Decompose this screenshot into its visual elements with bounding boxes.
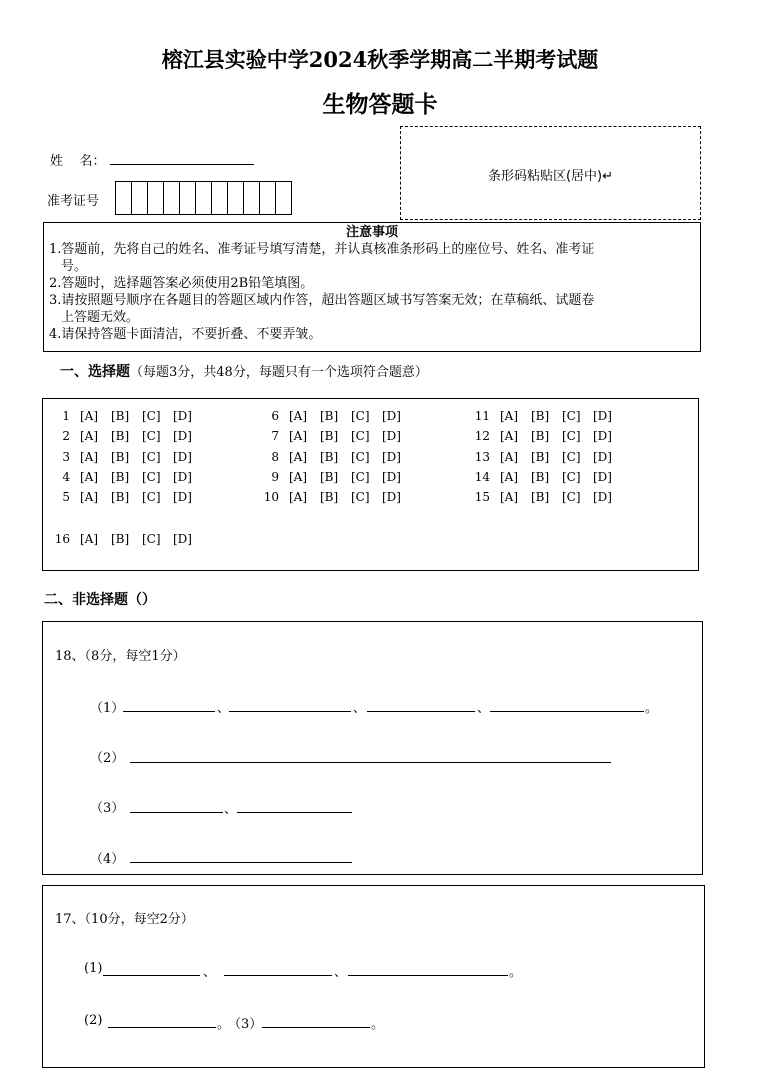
section1-note: （每题3分，共48分，每题只有一个选项符合题意） bbox=[130, 365, 428, 380]
q18-sep: 、 bbox=[217, 701, 231, 716]
choice-row bbox=[259, 490, 413, 504]
choice-row bbox=[470, 470, 624, 484]
exam-id-cell[interactable] bbox=[244, 182, 260, 214]
q17-2-blank[interactable] bbox=[108, 1027, 216, 1028]
choice-row bbox=[50, 490, 204, 504]
choice-row bbox=[470, 409, 624, 423]
q17-end: 。 bbox=[217, 1017, 231, 1032]
option-bubble[interactable]: [C] bbox=[562, 490, 581, 504]
notice-item: 1.答题前，先将自己的姓名、准考证号填写清楚，并认真核准条形码上的座位号、姓名、准考证 bbox=[49, 242, 595, 257]
q18-1-blank2[interactable] bbox=[229, 711, 351, 712]
q18-1-blank1[interactable] bbox=[123, 711, 215, 712]
option-bubble[interactable]: [D] bbox=[593, 409, 612, 423]
exam-id-cell[interactable] bbox=[260, 182, 276, 214]
option-bubble[interactable]: [B] bbox=[531, 470, 550, 484]
option-bubble[interactable]: [B] bbox=[531, 490, 550, 504]
option-bubble[interactable]: [D] bbox=[173, 409, 192, 423]
notice-item: 上答题无效。 bbox=[61, 310, 140, 325]
q18-end: 。 bbox=[645, 701, 659, 716]
notice-item: 号。 bbox=[61, 259, 88, 274]
q18-sep: 、 bbox=[477, 701, 491, 716]
q18-sep: 、 bbox=[224, 802, 238, 817]
option-bubble[interactable]: [A] bbox=[500, 429, 519, 443]
q17-1-blank2[interactable] bbox=[224, 975, 332, 976]
question-number: 9 bbox=[271, 470, 279, 484]
option-bubble[interactable]: [A] bbox=[80, 409, 99, 423]
choice-row bbox=[470, 429, 624, 443]
option-bubble[interactable]: [D] bbox=[173, 490, 192, 504]
q18-3-blank1[interactable] bbox=[130, 812, 223, 813]
option-bubble[interactable]: [D] bbox=[593, 490, 612, 504]
question-number: 2 bbox=[62, 429, 70, 443]
q17-1-blank1[interactable] bbox=[103, 975, 200, 976]
q17-part3-label: （3） bbox=[228, 1017, 263, 1032]
question-number: 3 bbox=[62, 450, 70, 464]
option-bubble[interactable]: [A] bbox=[289, 470, 308, 484]
barcode-area bbox=[400, 126, 701, 220]
option-bubble[interactable]: [D] bbox=[382, 409, 401, 423]
option-bubble[interactable]: [B] bbox=[531, 450, 550, 464]
q18-4-blank[interactable] bbox=[130, 862, 352, 863]
notice-item: 3.请按照题号顺序在各题目的答题区域内作答，超出答题区域书写答案无效；在草稿纸、试题卷 bbox=[49, 293, 595, 308]
option-bubble[interactable]: [D] bbox=[382, 490, 401, 504]
notice-item: 4.请保持答题卡面清洁，不要折叠、不要弄皱。 bbox=[49, 327, 322, 342]
q17-part2-label: (2) bbox=[84, 1013, 103, 1028]
question-number: 6 bbox=[271, 409, 279, 423]
question-number: 12 bbox=[474, 429, 490, 443]
question-number: 14 bbox=[474, 470, 490, 484]
question-number: 11 bbox=[474, 409, 490, 423]
q18-part2-label: （2） bbox=[90, 751, 125, 766]
option-bubble[interactable]: [A] bbox=[289, 490, 308, 504]
option-bubble[interactable]: [C] bbox=[562, 470, 581, 484]
option-bubble[interactable]: [B] bbox=[320, 470, 339, 484]
choice-row bbox=[470, 450, 624, 464]
choice-row bbox=[50, 532, 204, 546]
exam-id-cell[interactable] bbox=[228, 182, 244, 214]
option-bubble[interactable]: [B] bbox=[531, 409, 550, 423]
option-bubble[interactable]: [C] bbox=[562, 409, 581, 423]
option-bubble[interactable]: [B] bbox=[111, 429, 130, 443]
q18-3-blank2[interactable] bbox=[237, 812, 352, 813]
section1-title: 一、选择题 bbox=[60, 364, 130, 380]
choice-row bbox=[50, 409, 204, 423]
question-number: 1 bbox=[62, 409, 70, 423]
page-subtitle: 生物答题卡 bbox=[322, 91, 438, 118]
option-bubble[interactable]: [B] bbox=[531, 429, 550, 443]
barcode-label: 条形码粘贴区(居中)↵ bbox=[487, 169, 614, 184]
question-number: 4 bbox=[62, 470, 70, 484]
option-bubble[interactable]: [C] bbox=[351, 490, 370, 504]
question-number: 7 bbox=[271, 429, 279, 443]
choice-row bbox=[259, 470, 413, 484]
notice-item: 2.答题时，选择题答案必须使用2B铅笔填图。 bbox=[49, 276, 314, 291]
name-label: 姓 名： bbox=[50, 154, 106, 169]
option-bubble[interactable]: [C] bbox=[142, 490, 161, 504]
q17-sep: 、 bbox=[203, 965, 217, 980]
exam-id-cell[interactable] bbox=[212, 182, 228, 214]
exam-id-cell[interactable] bbox=[164, 182, 180, 214]
choice-row bbox=[50, 470, 204, 484]
exam-id-cell[interactable] bbox=[115, 182, 132, 214]
option-bubble[interactable]: [C] bbox=[142, 470, 161, 484]
option-bubble[interactable]: [B] bbox=[111, 470, 130, 484]
exam-id-grid[interactable] bbox=[115, 181, 292, 215]
question-number: 15 bbox=[474, 490, 490, 504]
choice-row bbox=[259, 429, 413, 443]
option-bubble[interactable]: [C] bbox=[351, 450, 370, 464]
q18-part1-label: （1） bbox=[90, 701, 125, 716]
question-number: 16 bbox=[54, 532, 70, 546]
question-number: 8 bbox=[271, 450, 279, 464]
option-bubble[interactable]: [C] bbox=[142, 429, 161, 443]
exam-id-label: 准考证号 bbox=[47, 194, 100, 209]
question-number: 5 bbox=[62, 490, 70, 504]
option-bubble[interactable]: [A] bbox=[289, 450, 308, 464]
choice-row bbox=[50, 429, 204, 443]
option-bubble[interactable]: [B] bbox=[320, 409, 339, 423]
q17-title: 17、（10分，每空2分） bbox=[55, 912, 194, 927]
option-bubble[interactable]: [B] bbox=[111, 532, 130, 546]
option-bubble[interactable]: [B] bbox=[320, 490, 339, 504]
option-bubble[interactable]: [D] bbox=[173, 429, 192, 443]
option-bubble[interactable]: [B] bbox=[111, 490, 130, 504]
q18-2-blank[interactable] bbox=[130, 762, 611, 763]
notice-title: 注意事项 bbox=[345, 225, 398, 240]
option-bubble[interactable]: [C] bbox=[351, 429, 370, 443]
option-bubble[interactable]: [B] bbox=[111, 450, 130, 464]
option-bubble[interactable]: [C] bbox=[351, 470, 370, 484]
option-bubble[interactable]: [A] bbox=[289, 409, 308, 423]
q17-part1-label: (1) bbox=[84, 961, 103, 976]
choice-row bbox=[50, 450, 204, 464]
option-bubble[interactable]: [C] bbox=[562, 429, 581, 443]
option-bubble[interactable]: [D] bbox=[593, 450, 612, 464]
option-bubble[interactable]: [A] bbox=[80, 450, 99, 464]
name-field[interactable] bbox=[110, 164, 254, 165]
option-bubble[interactable]: [D] bbox=[593, 429, 612, 443]
option-bubble[interactable]: [D] bbox=[173, 532, 192, 546]
option-bubble[interactable]: [A] bbox=[289, 429, 308, 443]
choice-row bbox=[470, 490, 624, 504]
option-bubble[interactable]: [A] bbox=[500, 470, 519, 484]
option-bubble[interactable]: [D] bbox=[382, 470, 401, 484]
option-bubble[interactable]: [D] bbox=[173, 470, 192, 484]
option-bubble[interactable]: [C] bbox=[142, 450, 161, 464]
q18-1-blank4[interactable] bbox=[490, 711, 644, 712]
option-bubble[interactable]: [A] bbox=[500, 490, 519, 504]
option-bubble[interactable]: [D] bbox=[382, 450, 401, 464]
q17-end: 。 bbox=[371, 1017, 385, 1032]
choice-row bbox=[259, 409, 413, 423]
q18-1-blank3[interactable] bbox=[367, 711, 475, 712]
question-number: 10 bbox=[263, 490, 279, 504]
q18-sep: 、 bbox=[353, 701, 367, 716]
exam-id-cell[interactable] bbox=[132, 182, 148, 214]
option-bubble[interactable]: [A] bbox=[80, 532, 99, 546]
option-bubble[interactable]: [C] bbox=[142, 532, 161, 546]
section2-heading: 二、非选择题（） bbox=[44, 592, 156, 608]
option-bubble[interactable]: [B] bbox=[320, 450, 339, 464]
option-bubble[interactable]: [A] bbox=[500, 450, 519, 464]
question-number: 13 bbox=[474, 450, 490, 464]
option-bubble[interactable]: [D] bbox=[593, 470, 612, 484]
q17-end: 。 bbox=[509, 965, 523, 980]
option-bubble[interactable]: [A] bbox=[500, 409, 519, 423]
option-bubble[interactable]: [B] bbox=[111, 409, 130, 423]
q18-title: 18、（8分，每空1分） bbox=[55, 649, 186, 664]
option-bubble[interactable]: [C] bbox=[562, 450, 581, 464]
q17-3-blank[interactable] bbox=[262, 1027, 370, 1028]
page-title: 榕江县实验中学2024秋季学期高二半期考试题 bbox=[161, 47, 599, 72]
exam-id-cell[interactable] bbox=[148, 182, 164, 214]
option-bubble[interactable]: [A] bbox=[80, 429, 99, 443]
option-bubble[interactable]: [A] bbox=[80, 470, 99, 484]
option-bubble[interactable]: [B] bbox=[320, 429, 339, 443]
choice-row bbox=[259, 450, 413, 464]
option-bubble[interactable]: [C] bbox=[351, 409, 370, 423]
option-bubble[interactable]: [D] bbox=[173, 450, 192, 464]
exam-id-cell[interactable] bbox=[196, 182, 212, 214]
option-bubble[interactable]: [A] bbox=[80, 490, 99, 504]
exam-id-cell[interactable] bbox=[276, 182, 292, 214]
q17-1-blank3[interactable] bbox=[348, 975, 508, 976]
q18-part3-label: （3） bbox=[90, 801, 125, 816]
option-bubble[interactable]: [C] bbox=[142, 409, 161, 423]
notice-box bbox=[43, 222, 701, 352]
exam-id-cell[interactable] bbox=[180, 182, 196, 214]
option-bubble[interactable]: [D] bbox=[382, 429, 401, 443]
section1-heading bbox=[60, 361, 428, 381]
q17-sep: 、 bbox=[334, 965, 348, 980]
q18-part4-label: （4） bbox=[90, 852, 125, 867]
